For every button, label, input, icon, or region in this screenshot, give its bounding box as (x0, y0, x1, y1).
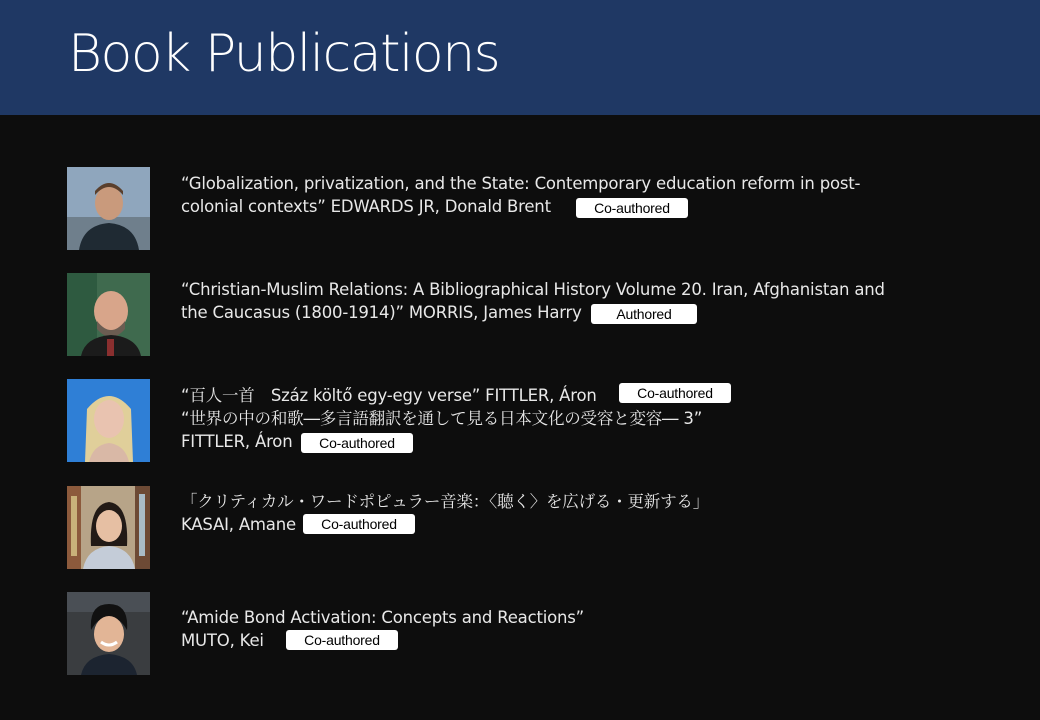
authorship-badge: Co-authored (303, 514, 415, 534)
publication-title-line: “Christian-Muslim Relations: A Bibliographical History Volume 20. Iran, Afghanistan and (181, 280, 885, 299)
publication-citation: the Caucasus (1800-1914)” MORRIS, James Harry (181, 303, 582, 322)
publication-author-line (181, 513, 911, 536)
authorship-badge: Co-authored (619, 383, 731, 403)
author-photo (67, 379, 150, 462)
publication-citation: KASAI, Amane (181, 515, 296, 534)
publication-citation: FITTLER, Áron (181, 432, 293, 451)
publication-citation: “百人一首 Száz költő egy-egy verse” FITTLER, Áron (181, 386, 597, 405)
author-photo (67, 167, 150, 250)
author-photo (67, 486, 150, 569)
authorship-badge: Co-authored (286, 630, 398, 650)
publication-title-line: 「クリティカル・ワードポピュラー音楽：〈聴く〉を広げる・更新する」 (181, 492, 710, 511)
publication-title-line: “Amide Bond Activation: Concepts and Reactions” (181, 608, 585, 627)
person-portrait-icon (67, 273, 150, 356)
publication-citation: colonial contexts” EDWARDS JR, Donald Brent (181, 197, 551, 216)
author-photo (67, 592, 150, 675)
authorship-badge: Co-authored (301, 433, 413, 453)
publication-author-line (181, 430, 911, 453)
publication-title-line: “世界の中の和歌―多言語翻訳を通して見る日本文化の受容と変容― 3” (181, 409, 703, 428)
authorship-badge: Authored (591, 304, 697, 324)
author-photo (67, 273, 150, 356)
page-title: Book Publications (68, 24, 500, 84)
person-portrait-icon (67, 486, 150, 569)
header-bar (0, 0, 1040, 115)
publication-citation: MUTO, Kei (181, 631, 264, 650)
publication-title-line: “Globalization, privatization, and the State: Contemporary education reform in post- (181, 174, 861, 193)
publication-author-line (181, 629, 911, 652)
publication-author-line (181, 195, 911, 218)
person-portrait-icon (67, 592, 150, 675)
publication-author-line (181, 301, 911, 324)
publication-title-line (181, 384, 911, 407)
person-portrait-icon (67, 167, 150, 250)
authorship-badge: Co-authored (576, 198, 688, 218)
person-portrait-icon (67, 379, 150, 462)
